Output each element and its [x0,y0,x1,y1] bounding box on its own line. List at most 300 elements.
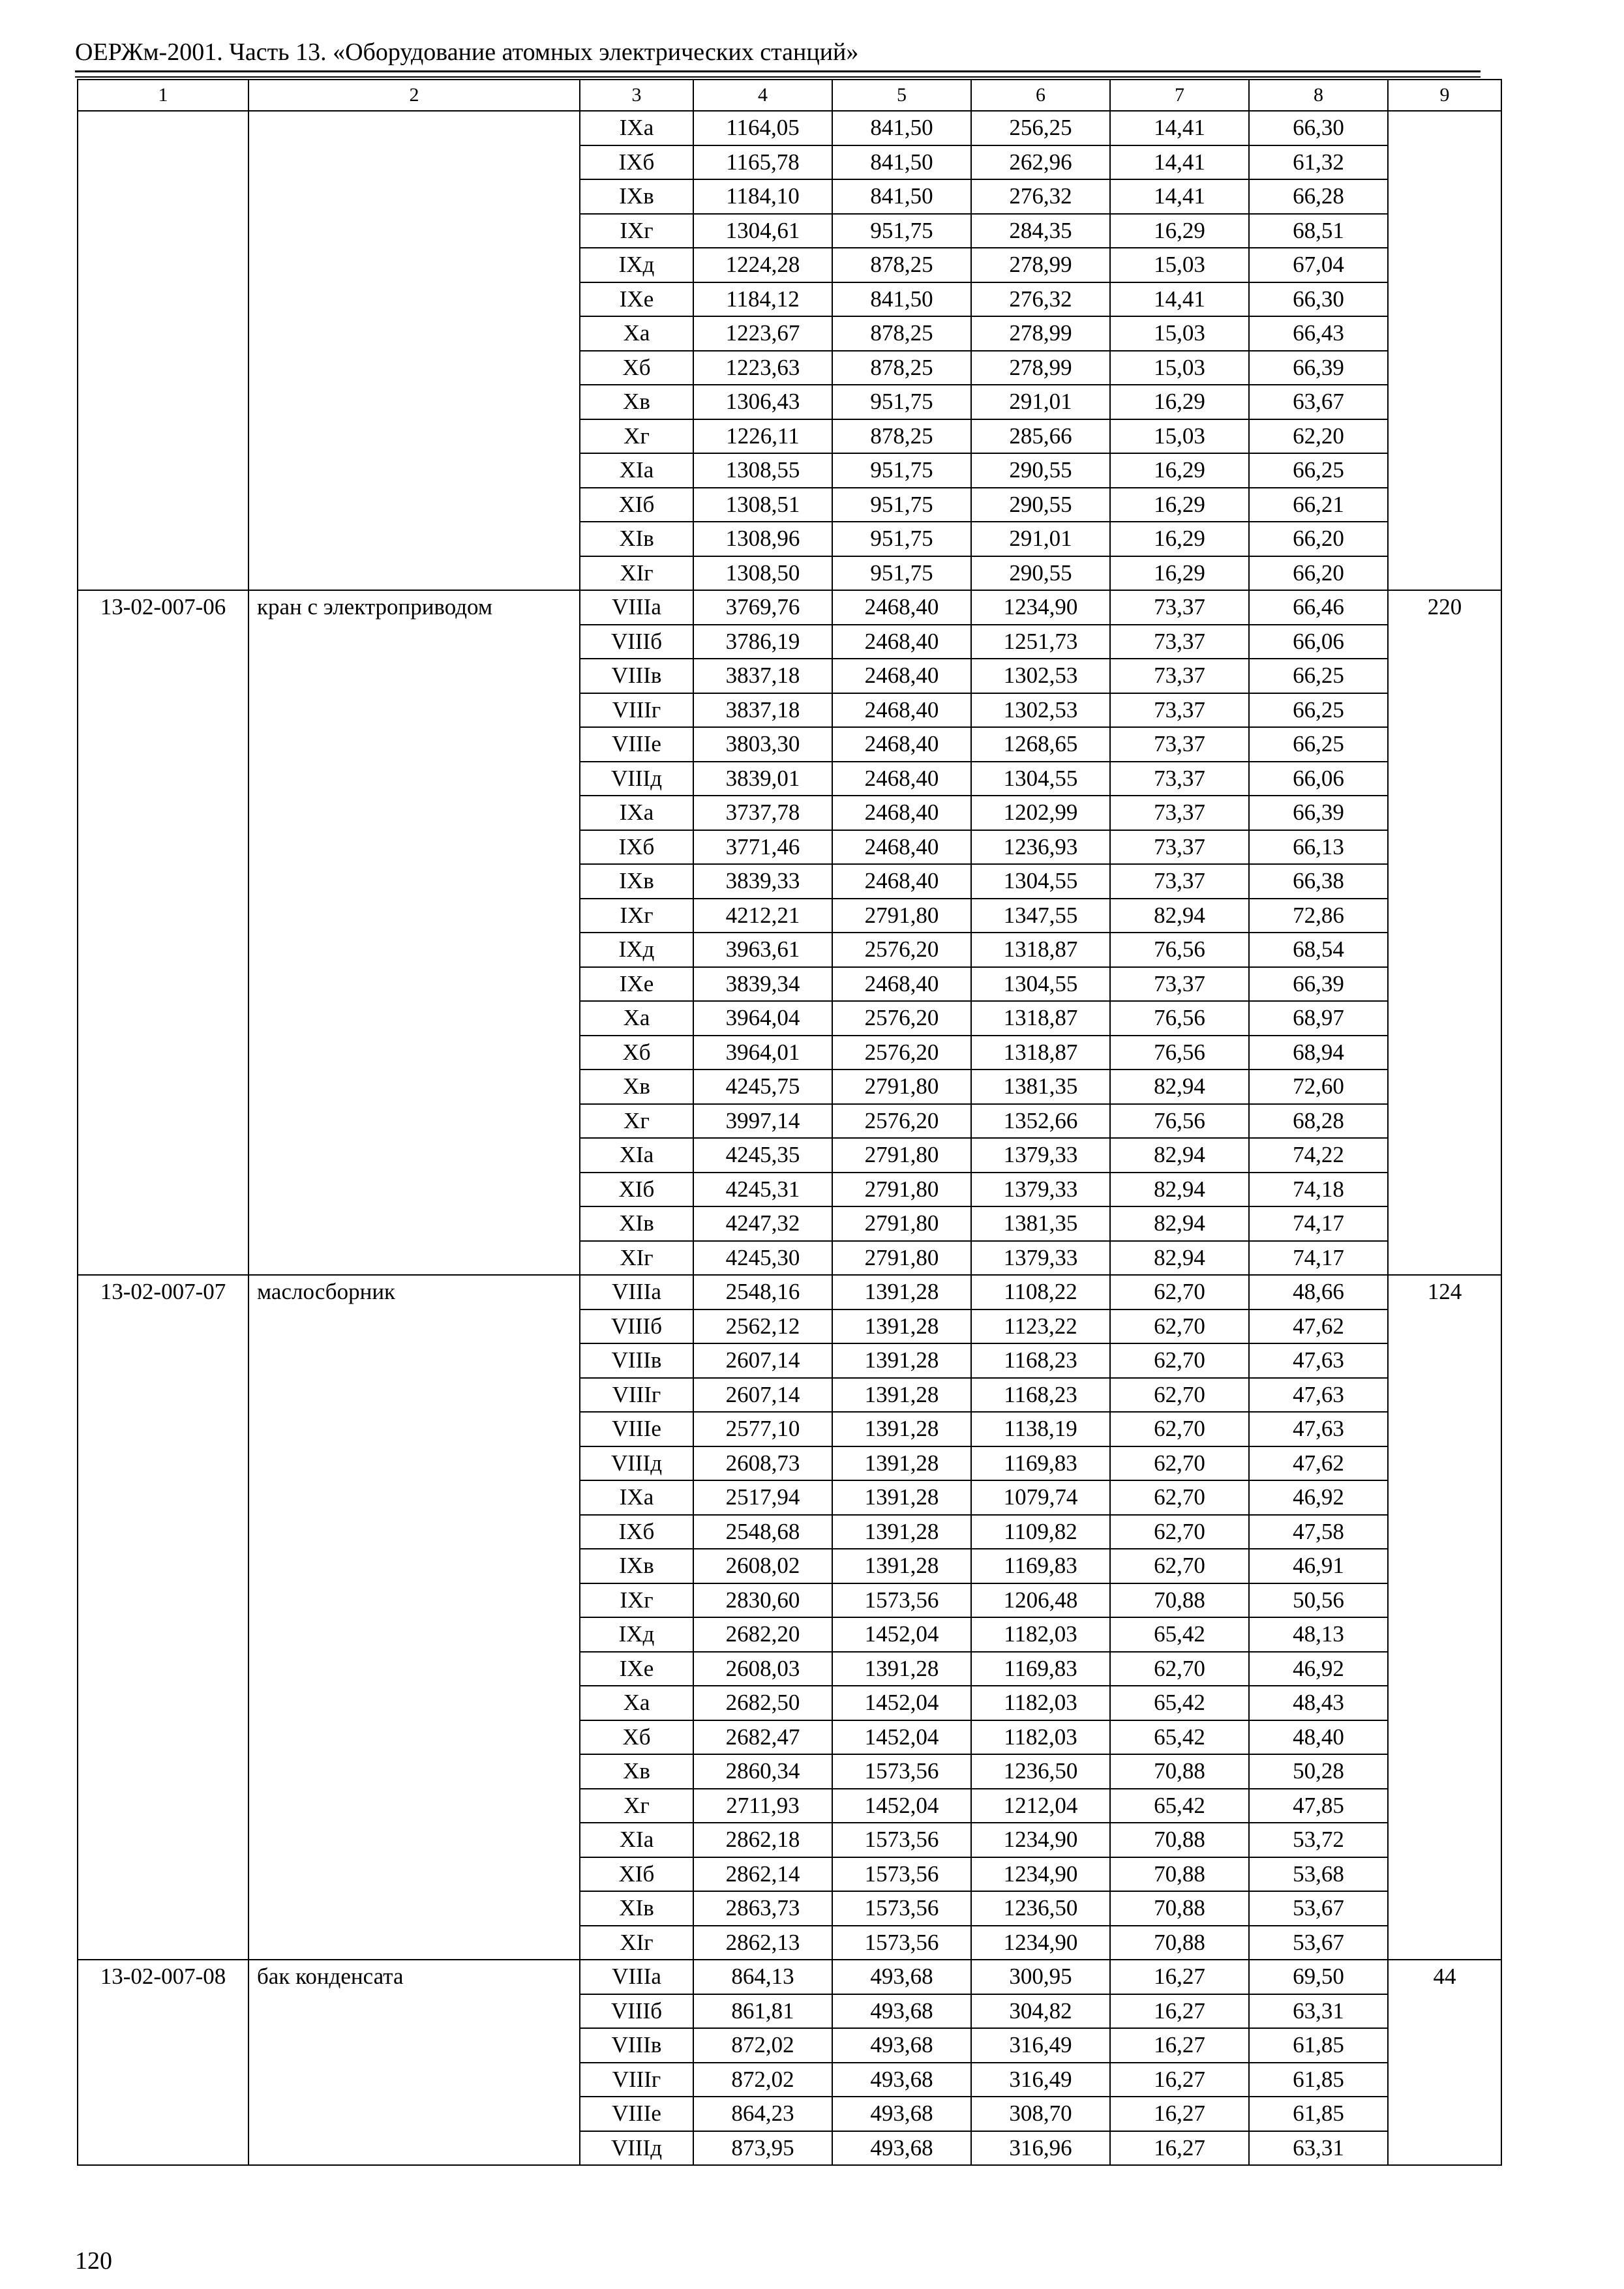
cell-col7: 82,94 [1110,1173,1249,1207]
cell-col8: 66,13 [1249,830,1388,865]
cell-col5: 1452,04 [832,1617,971,1652]
cell-col5: 493,68 [832,2063,971,2097]
cell-col4: 4245,75 [693,1070,832,1104]
cell-col5: 841,50 [832,111,971,145]
cell-col7: 62,70 [1110,1309,1249,1344]
cell-variant: VIIIе [580,2097,693,2131]
cell-col6: 278,99 [971,351,1110,385]
cell-variant: VIIIв [580,659,693,693]
cell-variant: VIIIе [580,727,693,762]
cell-col4: 2711,93 [693,1789,832,1823]
cell-col5: 1391,28 [832,1549,971,1583]
cell-col4: 2862,18 [693,1823,832,1857]
cell-col4: 864,23 [693,2097,832,2131]
cell-col4: 2863,73 [693,1891,832,1926]
cell-col8: 66,43 [1249,316,1388,351]
cell-col7: 16,27 [1110,2097,1249,2131]
cell-variant: IXг [580,899,693,933]
cell-col4: 3737,78 [693,796,832,830]
cell-col7: 70,88 [1110,1857,1249,1892]
cell-col8: 74,17 [1249,1241,1388,1276]
cell-col5: 2576,20 [832,1036,971,1070]
cell-col7: 62,70 [1110,1275,1249,1309]
cell-col5: 951,75 [832,453,971,488]
cell-col7: 14,41 [1110,179,1249,214]
cell-col8: 61,85 [1249,2028,1388,2063]
cell-col4: 872,02 [693,2063,832,2097]
cell-col5: 878,25 [832,351,971,385]
cell-col7: 62,70 [1110,1412,1249,1446]
cell-col8: 72,86 [1249,899,1388,933]
cell-col8: 74,17 [1249,1206,1388,1241]
cell-col8: 63,31 [1249,2131,1388,2166]
cell-col7: 16,29 [1110,385,1249,419]
cell-col7: 70,88 [1110,1926,1249,1960]
cell-col6: 1236,50 [971,1891,1110,1926]
cell-col7: 65,42 [1110,1720,1249,1755]
cell-col5: 2468,40 [832,727,971,762]
cell-col4: 3771,46 [693,830,832,865]
cell-col5: 1391,28 [832,1412,971,1446]
cell-col6: 1169,83 [971,1446,1110,1481]
cell-variant: Xг [580,1789,693,1823]
cell-col7: 65,42 [1110,1789,1249,1823]
cell-variant: XIв [580,1206,693,1241]
cell-col6: 1109,82 [971,1515,1110,1549]
cell-variant: Xв [580,385,693,419]
cell-col8: 61,32 [1249,145,1388,180]
cell-variant: IXа [580,111,693,145]
cell-col4: 1164,05 [693,111,832,145]
cell-col6: 1234,90 [971,1857,1110,1892]
cell-col6: 316,96 [971,2131,1110,2166]
cell-col8: 66,39 [1249,351,1388,385]
cell-variant: IXг [580,1583,693,1618]
cell-col7: 73,37 [1110,727,1249,762]
cell-col8: 48,66 [1249,1275,1388,1309]
cell-col6: 1138,19 [971,1412,1110,1446]
cell-col5: 1452,04 [832,1720,971,1755]
rate-code: 13-02-007-06 [78,590,248,1275]
cell-variant: Xв [580,1754,693,1789]
cell-col6: 1079,74 [971,1480,1110,1515]
cell-col4: 1165,78 [693,145,832,180]
cell-col4: 2562,12 [693,1309,832,1344]
cell-col7: 15,03 [1110,248,1249,282]
equipment-name: маслосборник [248,1275,580,1960]
cell-col7: 62,70 [1110,1549,1249,1583]
cell-col7: 15,03 [1110,419,1249,454]
cell-col6: 1108,22 [971,1275,1110,1309]
cell-col5: 2468,40 [832,762,971,796]
cell-col5: 1452,04 [832,1789,971,1823]
cell-col8: 53,72 [1249,1823,1388,1857]
cell-variant: Xв [580,1070,693,1104]
cell-variant: XIв [580,522,693,556]
cell-col5: 2468,40 [832,590,971,625]
cell-col8: 66,06 [1249,625,1388,659]
cell-col5: 2791,80 [832,1173,971,1207]
cell-variant: Xа [580,1686,693,1720]
cell-variant: Xа [580,316,693,351]
cell-col7: 70,88 [1110,1891,1249,1926]
cell-col5: 2468,40 [832,796,971,830]
cell-col4: 3997,14 [693,1104,832,1139]
cell-col5: 951,75 [832,522,971,556]
cell-col4: 1184,12 [693,282,832,317]
cell-variant: XIг [580,1926,693,1960]
cell-col7: 15,03 [1110,316,1249,351]
cell-col4: 2830,60 [693,1583,832,1618]
cell-col5: 878,25 [832,248,971,282]
rates-table-body [78,80,1501,2165]
column-number-6: 6 [971,80,1110,111]
cell-col8: 66,25 [1249,453,1388,488]
cell-col6: 1123,22 [971,1309,1110,1344]
cell-col6: 1168,23 [971,1378,1110,1413]
cell-variant: IXб [580,1515,693,1549]
cell-col7: 82,94 [1110,899,1249,933]
cell-col4: 4212,21 [693,899,832,933]
cell-col5: 493,68 [832,2131,971,2166]
cell-col4: 2608,02 [693,1549,832,1583]
cell-col8: 48,43 [1249,1686,1388,1720]
column-number-8: 8 [1249,80,1388,111]
cell-col6: 285,66 [971,419,1110,454]
column-number-row [78,80,1501,111]
cell-variant: IXе [580,967,693,1002]
cell-col4: 1308,51 [693,488,832,522]
cell-col8: 62,20 [1249,419,1388,454]
cell-col8: 66,06 [1249,762,1388,796]
cell-variant: IXд [580,248,693,282]
cell-col7: 16,29 [1110,556,1249,591]
cell-col8: 68,94 [1249,1036,1388,1070]
column-9-value: 124 [1388,1275,1501,1960]
cell-variant: IXв [580,1549,693,1583]
cell-col4: 3837,18 [693,693,832,728]
cell-col6: 1318,87 [971,1001,1110,1036]
cell-col7: 70,88 [1110,1754,1249,1789]
cell-col5: 1391,28 [832,1343,971,1378]
cell-col7: 73,37 [1110,762,1249,796]
cell-col7: 16,29 [1110,214,1249,248]
cell-col7: 16,27 [1110,2063,1249,2097]
cell-col5: 493,68 [832,2028,971,2063]
cell-col6: 1268,65 [971,727,1110,762]
table-row [78,1960,1501,1994]
cell-col7: 82,94 [1110,1206,1249,1241]
cell-col5: 2791,80 [832,1138,971,1173]
cell-col5: 493,68 [832,1960,971,1994]
cell-col4: 1226,11 [693,419,832,454]
cell-col6: 1234,90 [971,1823,1110,1857]
cell-col6: 1212,04 [971,1789,1110,1823]
cell-col4: 2682,50 [693,1686,832,1720]
cell-col7: 15,03 [1110,351,1249,385]
cell-col6: 300,95 [971,1960,1110,1994]
cell-col5: 2791,80 [832,1070,971,1104]
cell-col8: 66,20 [1249,556,1388,591]
cell-col6: 308,70 [971,2097,1110,2131]
header-rule-thin [75,76,1481,78]
cell-col8: 74,22 [1249,1138,1388,1173]
cell-col7: 73,37 [1110,967,1249,1002]
page-number: 120 [75,2247,112,2275]
cell-col5: 841,50 [832,145,971,180]
cell-col7: 73,37 [1110,659,1249,693]
cell-col5: 2468,40 [832,659,971,693]
cell-col6: 1381,35 [971,1206,1110,1241]
cell-col4: 2517,94 [693,1480,832,1515]
cell-col6: 1318,87 [971,1036,1110,1070]
column-number-5: 5 [832,80,971,111]
cell-col4: 4245,30 [693,1241,832,1276]
cell-variant: XIг [580,556,693,591]
cell-variant: XIб [580,488,693,522]
cell-col5: 951,75 [832,214,971,248]
cell-col7: 76,56 [1110,933,1249,967]
cell-col8: 47,85 [1249,1789,1388,1823]
cell-col6: 1347,55 [971,899,1110,933]
cell-col8: 53,68 [1249,1857,1388,1892]
cell-col8: 66,46 [1249,590,1388,625]
cell-col8: 46,92 [1249,1480,1388,1515]
cell-col8: 53,67 [1249,1926,1388,1960]
cell-col4: 2862,14 [693,1857,832,1892]
cell-col4: 1223,63 [693,351,832,385]
cell-variant: XIа [580,1823,693,1857]
cell-variant: IXа [580,796,693,830]
cell-col8: 48,40 [1249,1720,1388,1755]
cell-col6: 1182,03 [971,1686,1110,1720]
cell-variant: VIIIб [580,1309,693,1344]
cell-col4: 3803,30 [693,727,832,762]
cell-col6: 1169,83 [971,1652,1110,1686]
table-row [78,1275,1501,1309]
cell-col5: 1573,56 [832,1754,971,1789]
cell-col7: 82,94 [1110,1241,1249,1276]
cell-col7: 82,94 [1110,1138,1249,1173]
cell-col6: 1182,03 [971,1617,1110,1652]
cell-col5: 2468,40 [832,625,971,659]
cell-col5: 2468,40 [832,967,971,1002]
cell-col4: 1224,28 [693,248,832,282]
column-number-4: 4 [693,80,832,111]
cell-variant: XIв [580,1891,693,1926]
cell-col4: 3839,34 [693,967,832,1002]
cell-col4: 873,95 [693,2131,832,2166]
cell-variant: Xа [580,1001,693,1036]
cell-col4: 3839,01 [693,762,832,796]
cell-col7: 62,70 [1110,1446,1249,1481]
cell-col4: 2682,47 [693,1720,832,1755]
cell-col6: 256,25 [971,111,1110,145]
cell-col4: 1306,43 [693,385,832,419]
cell-variant: IXа [580,1480,693,1515]
cell-variant: XIб [580,1857,693,1892]
cell-col5: 493,68 [832,2097,971,2131]
cell-col6: 1302,53 [971,659,1110,693]
cell-col7: 73,37 [1110,830,1249,865]
header-rule-thick [75,70,1481,72]
cell-col8: 47,63 [1249,1343,1388,1378]
cell-col7: 73,37 [1110,590,1249,625]
cell-col6: 1318,87 [971,933,1110,967]
cell-col4: 4247,32 [693,1206,832,1241]
page-header-title: ОЕРЖм-2001. Часть 13. «Оборудование атомных электрических станций» [75,38,859,66]
cell-col8: 50,28 [1249,1754,1388,1789]
cell-col6: 1202,99 [971,796,1110,830]
cell-col7: 16,29 [1110,488,1249,522]
cell-col8: 61,85 [1249,2063,1388,2097]
cell-col7: 76,56 [1110,1036,1249,1070]
cell-col5: 841,50 [832,282,971,317]
cell-variant: VIIIб [580,625,693,659]
table-row [78,111,1501,145]
cell-col7: 82,94 [1110,1070,1249,1104]
cell-col5: 2576,20 [832,1001,971,1036]
cell-variant: XIг [580,1241,693,1276]
cell-col6: 1234,90 [971,590,1110,625]
cell-col5: 493,68 [832,1994,971,2029]
cell-col4: 2548,16 [693,1275,832,1309]
cell-col4: 3786,19 [693,625,832,659]
cell-col8: 53,67 [1249,1891,1388,1926]
cell-col5: 951,75 [832,385,971,419]
cell-col8: 47,58 [1249,1515,1388,1549]
cell-col8: 68,97 [1249,1001,1388,1036]
cell-col8: 69,50 [1249,1960,1388,1994]
cell-col4: 2607,14 [693,1378,832,1413]
cell-col7: 73,37 [1110,625,1249,659]
column-number-9: 9 [1388,80,1501,111]
cell-col4: 3769,76 [693,590,832,625]
cell-col5: 1391,28 [832,1652,971,1686]
rate-code: 13-02-007-08 [78,1960,248,2165]
cell-col8: 66,38 [1249,864,1388,899]
cell-variant: Xб [580,351,693,385]
cell-col7: 14,41 [1110,282,1249,317]
cell-col8: 66,20 [1249,522,1388,556]
cell-col5: 1391,28 [832,1446,971,1481]
cell-col7: 62,70 [1110,1652,1249,1686]
equipment-name: бак конденсата [248,1960,580,2165]
cell-variant: VIIIа [580,590,693,625]
cell-col7: 14,41 [1110,111,1249,145]
cell-col5: 2791,80 [832,1206,971,1241]
cell-col5: 1452,04 [832,1686,971,1720]
cell-col8: 66,28 [1249,179,1388,214]
cell-col4: 2548,68 [693,1515,832,1549]
cell-variant: Xб [580,1036,693,1070]
cell-col7: 16,29 [1110,453,1249,488]
cell-col4: 1308,55 [693,453,832,488]
cell-col7: 65,42 [1110,1686,1249,1720]
cell-col8: 72,60 [1249,1070,1388,1104]
cell-col6: 1304,55 [971,762,1110,796]
cell-col5: 2468,40 [832,693,971,728]
cell-col8: 66,25 [1249,693,1388,728]
cell-col4: 3964,01 [693,1036,832,1070]
cell-col4: 3837,18 [693,659,832,693]
column-number-3: 3 [580,80,693,111]
cell-col4: 1184,10 [693,179,832,214]
cell-col6: 1236,50 [971,1754,1110,1789]
cell-col6: 284,35 [971,214,1110,248]
cell-col4: 4245,31 [693,1173,832,1207]
cell-col4: 2860,34 [693,1754,832,1789]
cell-variant: Xб [580,1720,693,1755]
cell-variant: VIIIа [580,1960,693,1994]
cell-col5: 1391,28 [832,1309,971,1344]
cell-variant: VIIIд [580,762,693,796]
cell-col5: 2576,20 [832,1104,971,1139]
cell-variant: VIIIв [580,2028,693,2063]
cell-col4: 2577,10 [693,1412,832,1446]
cell-col6: 1304,55 [971,967,1110,1002]
cell-col8: 74,18 [1249,1173,1388,1207]
cell-variant: IXб [580,830,693,865]
cell-variant: VIIIг [580,693,693,728]
cell-col8: 66,39 [1249,796,1388,830]
cell-col8: 50,56 [1249,1583,1388,1618]
cell-variant: XIа [580,453,693,488]
cell-col7: 14,41 [1110,145,1249,180]
cell-variant: IXе [580,282,693,317]
cell-variant: IXг [580,214,693,248]
cell-col8: 47,63 [1249,1412,1388,1446]
cell-col5: 1573,56 [832,1583,971,1618]
cell-col6: 1302,53 [971,693,1110,728]
cell-variant: XIб [580,1173,693,1207]
cell-variant: VIIIг [580,1378,693,1413]
cell-variant: IXе [580,1652,693,1686]
cell-col8: 63,31 [1249,1994,1388,2029]
equipment-name: кран с электроприводом [248,590,580,1275]
cell-col6: 1379,33 [971,1138,1110,1173]
cell-col8: 66,21 [1249,488,1388,522]
cell-col6: 278,99 [971,248,1110,282]
cell-variant: VIIIа [580,1275,693,1309]
cell-col5: 878,25 [832,419,971,454]
cell-col8: 46,91 [1249,1549,1388,1583]
cell-col4: 872,02 [693,2028,832,2063]
rate-code [78,111,248,590]
rate-code: 13-02-007-07 [78,1275,248,1960]
table-row [78,590,1501,625]
cell-variant: IXв [580,864,693,899]
cell-variant: VIIIе [580,1412,693,1446]
cell-col5: 2468,40 [832,830,971,865]
cell-col8: 66,39 [1249,967,1388,1002]
cell-col7: 76,56 [1110,1104,1249,1139]
cell-variant: VIIIд [580,1446,693,1481]
cell-col4: 3963,61 [693,933,832,967]
cell-col5: 1573,56 [832,1823,971,1857]
cell-col7: 62,70 [1110,1480,1249,1515]
column-number-2: 2 [248,80,580,111]
cell-col6: 304,82 [971,1994,1110,2029]
cell-col5: 878,25 [832,316,971,351]
cell-col6: 1236,93 [971,830,1110,865]
cell-col6: 1379,33 [971,1173,1110,1207]
cell-col7: 73,37 [1110,796,1249,830]
cell-col4: 2607,14 [693,1343,832,1378]
cell-variant: VIIIг [580,2063,693,2097]
cell-col8: 48,13 [1249,1617,1388,1652]
cell-col6: 291,01 [971,522,1110,556]
